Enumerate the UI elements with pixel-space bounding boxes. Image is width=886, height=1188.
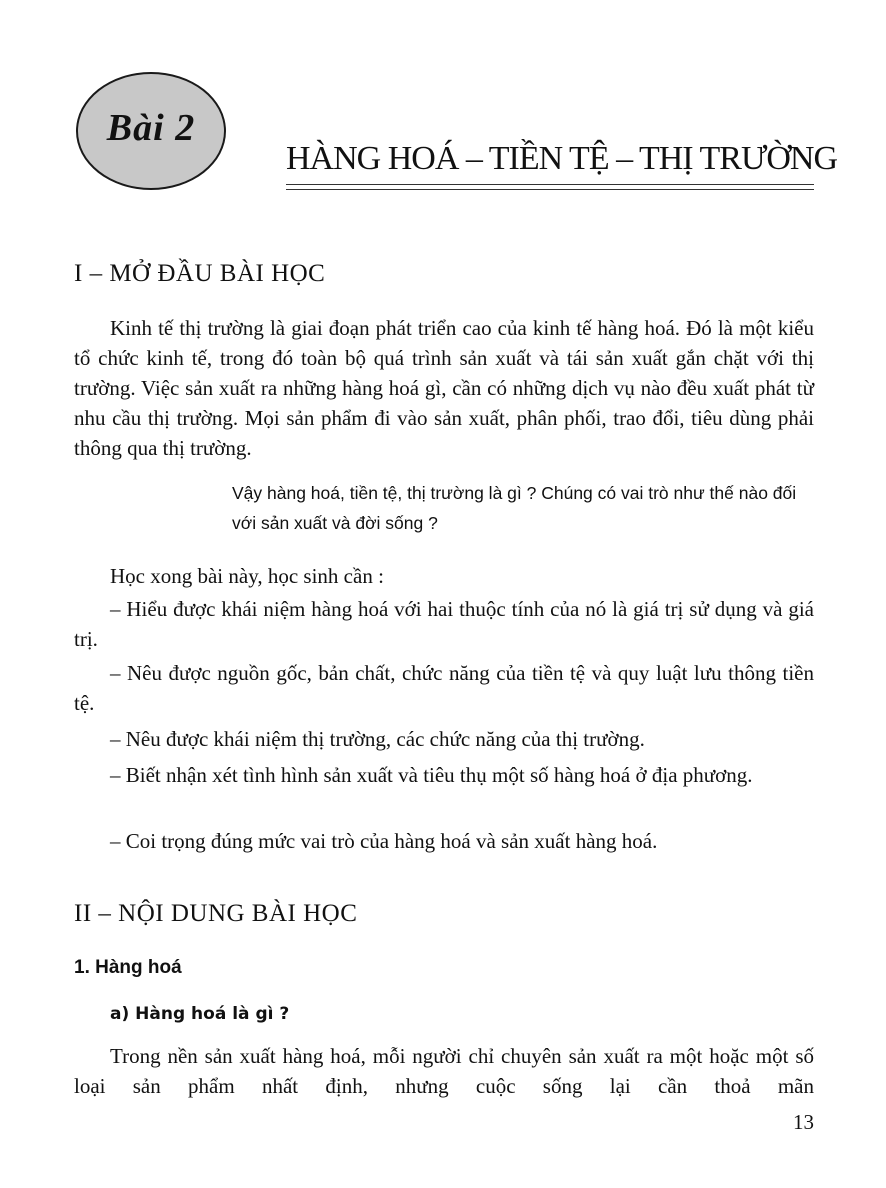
- objective-item-5: – Coi trọng đúng mức vai trò của hàng hoá và sản xuất hàng hoá.: [110, 829, 658, 853]
- subsection-heading: 1. Hàng hoá: [74, 957, 182, 978]
- objective-item-4: – Biết nhận xét tình hình sản xuất và tiêu thụ một số hàng hoá ở địa phương.: [110, 763, 753, 787]
- objective-item-2: – Nêu được nguồn gốc, bản chất, chức năng của tiền tệ và quy luật lưu thông tiền tệ.: [74, 661, 814, 715]
- title-rule-bottom: [286, 189, 814, 190]
- section-heading-content: II – NỘI DUNG BÀI HỌC: [74, 900, 358, 927]
- title-rule-top: [286, 184, 814, 185]
- lesson-badge-label: Bài 2: [106, 107, 196, 149]
- objective-item-1: – Hiểu được khái niệm hàng hoá với hai thuộc tính của nó là giá trị sử dụng và giá trị.: [74, 597, 814, 651]
- lesson-badge: [76, 72, 226, 190]
- guiding-question: Vậy hàng hoá, tiền tệ, thị trường là gì ? Chúng có vai trò như thế nào đối với sản xuất và đời sống ?: [232, 483, 797, 533]
- objectives-lead: Học xong bài này, học sinh cần :: [110, 564, 384, 588]
- section-heading-intro: I – MỞ ĐẦU BÀI HỌC: [74, 260, 326, 287]
- page-number: 13: [793, 1110, 814, 1134]
- objective-item-3: – Nêu được khái niệm thị trường, các chức năng của thị trường.: [110, 727, 645, 751]
- lesson-title: HÀNG HOÁ – TIỀN TỆ – THỊ TRƯỜNG: [286, 140, 838, 177]
- body-paragraph: Trong nền sản xuất hàng hoá, mỗi người chỉ chuyên sản xuất ra một hoặc một số loại sản phẩm nhất định, nhưng cuộc sống lại cần thoả mãn: [74, 1044, 814, 1098]
- subsubsection-heading: a) Hàng hoá là gì ?: [110, 1004, 290, 1024]
- intro-paragraph: Kinh tế thị trường là giai đoạn phát triển cao của kinh tế hàng hoá. Đó là một kiểu tổ chức kinh tế, trong đó toàn bộ quá trình sản xuất và tái sản xuất gắn chặt với thị trường. Việc sản xuất ra những hàng hoá gì, cần có những dịch vụ nào đều xuất phát từ nhu cầu thị trường. Mọi sản phẩm đi vào sản xuất, phân phối, trao đổi, tiêu dùng phải thông qua thị trường.: [74, 316, 814, 460]
